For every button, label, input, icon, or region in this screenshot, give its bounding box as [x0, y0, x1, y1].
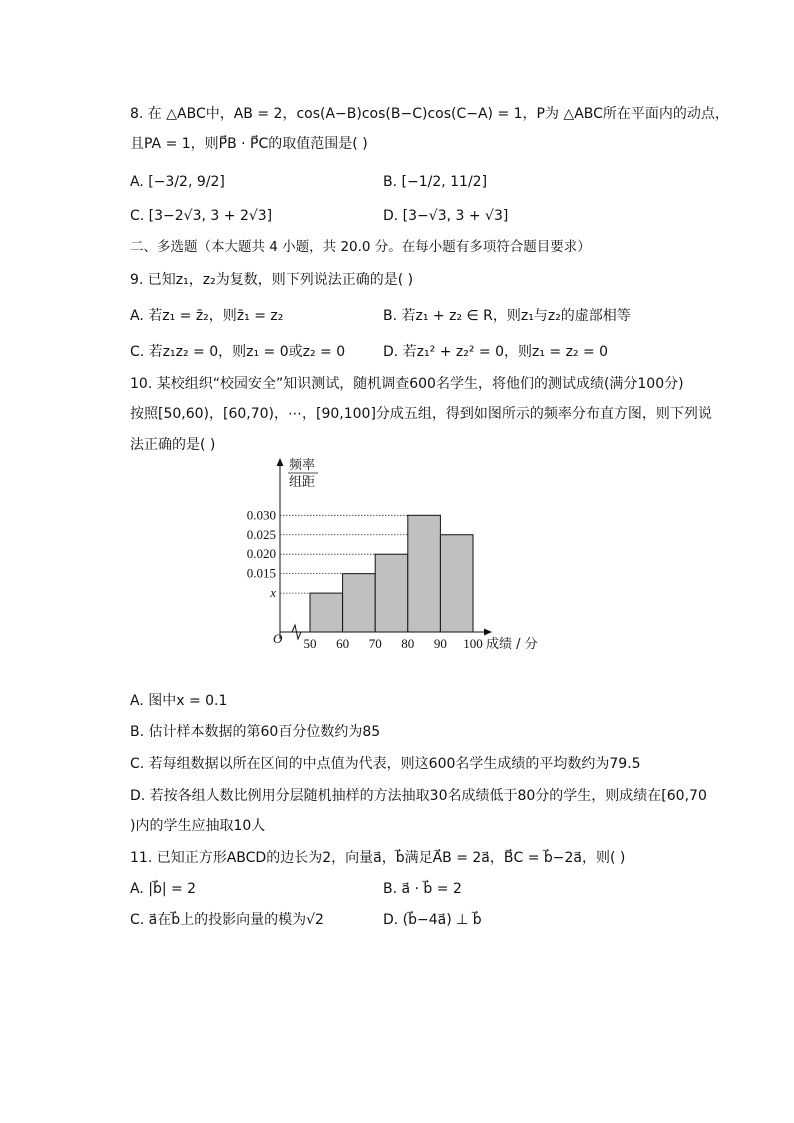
- q9-stem: 9. 已知z₁，z₂为复数，则下列说法正确的是( ): [130, 272, 414, 288]
- q10-stem-line3: 法正确的是( ): [130, 437, 216, 453]
- origin-label: O: [273, 631, 283, 646]
- histogram-bar: [343, 574, 376, 632]
- y-axis-arrow: [277, 458, 284, 466]
- q11-stem: 11. 已知正方形ABCD的边长为2，向量a⃗，b⃗满足A⃗B = 2a⃗，B⃗C = b⃗−2a⃗，则( ): [130, 850, 626, 866]
- q10-stem-line1: 10. 某校组织“校园安全”知识测试，随机调查600名学生，将他们的测试成绩(满分100分): [130, 376, 684, 392]
- y-label-bottom: 组距: [289, 475, 316, 490]
- frequency-histogram: [246, 455, 558, 655]
- q10-option-c: C. 若每组数据以所在区间的中点值为代表，则这600名学生成绩的平均数约为79.5: [130, 756, 641, 772]
- y-tick-label: 0.030: [246, 507, 276, 523]
- histogram-bar: [408, 515, 441, 632]
- q11-option-c: C. a⃗在b⃗上的投影向量的模为√2: [130, 912, 324, 928]
- q8-option-a: A. [−3/2, 9/2]: [130, 174, 225, 190]
- x-tick-label: 80: [401, 636, 415, 651]
- section-heading: 二、多选题（本大题共 4 小题，共 20.0 分。在每小题有多项符合题目要求）: [130, 239, 591, 255]
- x-tick-label: 100: [463, 636, 483, 651]
- q8-option-d: D. [3−√3, 3 + √3]: [383, 208, 509, 224]
- x-tick-label: 90: [433, 636, 447, 651]
- q11-option-a: A. |b⃗| = 2: [130, 881, 197, 897]
- x-tick-label: 50: [303, 636, 317, 651]
- q9-option-c: C. 若z₁z₂ = 0，则z₁ = 0或z₂ = 0: [130, 344, 346, 360]
- q10-option-b: B. 估计样本数据的第60百分位数约为85: [130, 724, 381, 740]
- histogram-bar: [440, 535, 473, 632]
- y-label-top: 频率: [289, 458, 316, 473]
- q8-option-c: C. [3−2√3, 3 + 2√3]: [130, 208, 273, 224]
- x-tick-label: 70: [368, 636, 382, 651]
- x-tick-label: 60: [336, 636, 350, 651]
- x-axis-label: 成绩 / 分: [486, 637, 538, 652]
- y-tick-label: 0.015: [246, 565, 276, 581]
- q9-option-d: D. 若z₁² + z₂² = 0，则z₁ = z₂ = 0: [383, 344, 609, 360]
- q9-option-b: B. 若z₁ + z₂ ∈ R，则z₁与z₂的虚部相等: [383, 308, 631, 324]
- q8-stem-line1: 8. 在 △ABC中，AB = 2，cos(A−B)cos(B−C)cos(C−A) = 1，P为 △ABC所在平面内的动点，: [130, 106, 729, 122]
- q11-option-b: B. a⃗ · b⃗ = 2: [383, 881, 462, 897]
- q8-stem-line2: 且PA = 1，则P⃗B · P⃗C的取值范围是( ): [130, 136, 368, 152]
- q8-option-b: B. [−1/2, 11/2]: [383, 174, 488, 190]
- y-tick-label: 0.025: [246, 526, 276, 542]
- x-axis-arrow: [484, 629, 492, 636]
- q11-option-d: D. (b⃗−4a⃗) ⊥ b⃗: [383, 912, 482, 928]
- q10-stem-line2: 按照[50,60)，[60,70)，⋯，[90,100]分成五组，得到如图所示的频率分布直方图，则下列说: [130, 406, 712, 422]
- y-tick-label: x: [270, 585, 276, 601]
- q10-option-d-line2: )内的学生应抽取10人: [130, 818, 266, 834]
- histogram-bar: [375, 554, 408, 632]
- q9-option-a: A. 若z₁ = z̄₂，则z̄₁ = z₂: [130, 308, 284, 324]
- q10-option-a: A. 图中x = 0.1: [130, 693, 228, 709]
- histogram-bar: [310, 593, 343, 632]
- y-tick-label: 0.020: [246, 546, 276, 562]
- q10-option-d-line1: D. 若按各组人数比例用分层随机抽样的方法抽取30名成绩低于80分的学生，则成绩在[60,70: [130, 788, 707, 804]
